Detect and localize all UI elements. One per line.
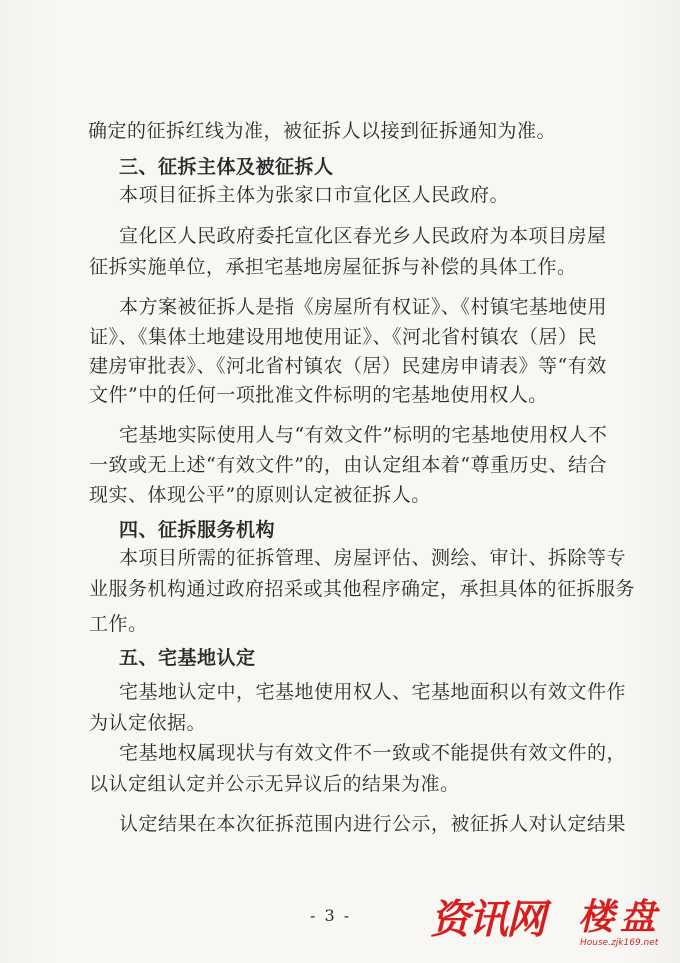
text-line: 宅基地权属现状与有效文件不一致或不能提供有效文件的， xyxy=(119,742,627,764)
text-line: 本项目所需的征拆管理、房屋评估、测绘、审计、拆除等专 xyxy=(119,547,627,569)
text-line: 宅基地实际使用人与“有效文件”标明的宅基地使用权人不 xyxy=(119,424,608,446)
text-line: 认定结果在本次征拆范围内进行公示，被征拆人对认定结果 xyxy=(119,813,627,835)
page-number: - 3 - xyxy=(310,906,352,925)
watermark-logo xyxy=(430,893,675,959)
text-line: 为认定依据。 xyxy=(89,712,207,734)
section-heading: 五、宅基地认定 xyxy=(119,647,256,669)
text-line: 宣化区人民政府委托宣化区春光乡人民政府为本项目房屋 xyxy=(119,225,607,247)
watermark-url: House.zjk169.net xyxy=(580,938,659,948)
text-line: 现实、体现公平”的原则认定被征拆人。 xyxy=(89,484,431,506)
text-line: 本项目征拆主体为张家口市宣化区人民政府。 xyxy=(119,184,510,206)
text-line: 确定的征拆红线为准，被征拆人以接到征拆通知为准。 xyxy=(88,120,557,142)
section-heading: 三、征拆主体及被征拆人 xyxy=(119,156,334,178)
text-line: 本方案被征拆人是指《房屋所有权证》、《村镇宅基地使用 xyxy=(119,296,608,318)
text-line: 一致或无上述“有效文件”的，由认定组本着“尊重历史、结合 xyxy=(89,454,608,476)
text-line: 征拆实施单位，承担宅基地房屋征拆与补偿的具体工作。 xyxy=(89,256,577,278)
watermark-main-text: 资讯网 xyxy=(430,897,544,943)
section-heading: 四、征拆服务机构 xyxy=(119,519,276,541)
text-line: 以认定组认定并公示无异议后的结果为准。 xyxy=(89,773,460,795)
text-line: 证》、《集体土地建设用地使用证》、《河北省村镇农（居）民 xyxy=(89,326,598,348)
text-line: 工作。 xyxy=(89,613,148,635)
text-line: 宅基地认定中，宅基地使用权人、宅基地面积以有效文件作 xyxy=(119,681,627,703)
text-line: 业服务机构通过政府招采或其他程序确定，承担具体的征拆服务 xyxy=(89,578,636,600)
watermark-sub-text: 楼盘 xyxy=(578,897,663,938)
text-line: 文件”中的任何一项批准文件标明的宅基地使用权人。 xyxy=(89,384,548,406)
text-line: 建房审批表》、《河北省村镇农（居）民建房申请表》等“有效 xyxy=(89,355,607,377)
